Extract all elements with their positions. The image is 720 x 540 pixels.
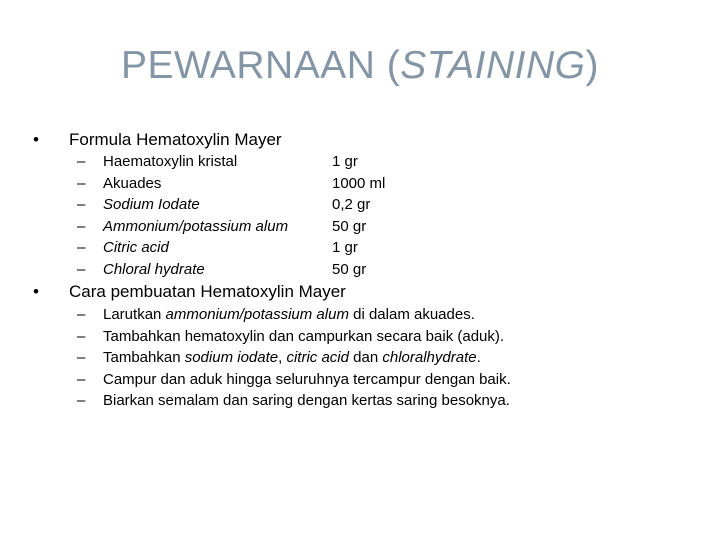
dash-icon: – (77, 306, 86, 323)
step-text: ammonium/potassium alum (165, 306, 349, 323)
section-heading-formula (33, 129, 282, 151)
ingredient-amount: 1 gr (332, 153, 358, 170)
section-heading-label: Formula Hematoxylin Mayer (69, 130, 282, 149)
ingredient-amount: 0,2 gr (332, 196, 371, 214)
step-text: di dalam akuades. (348, 306, 475, 323)
step-text: Tambahkan hematoxylin dan campurkan secara baik (aduk). (103, 327, 505, 345)
step-text: Larutkan (103, 306, 166, 323)
bullet-icon: • (33, 130, 39, 149)
ingredient-amount: 1 gr (332, 239, 358, 257)
bullet-icon: • (33, 282, 39, 301)
ingredient-amount: 50 gr (332, 261, 367, 278)
ingredient-name: Citric acid (103, 239, 169, 257)
title-close: ) (585, 44, 600, 87)
section-heading-method (33, 281, 346, 303)
dash-icon: – (77, 327, 86, 345)
method-step (103, 369, 511, 391)
method-step (103, 347, 481, 369)
dash-icon: – (77, 370, 86, 388)
ingredient-name: Ammonium/potassium alum (103, 217, 289, 235)
method-step (103, 304, 475, 326)
method-step (103, 326, 504, 348)
ingredient-amount: 1000 ml (332, 174, 386, 192)
slide-title (0, 44, 720, 88)
dash-icon: – (77, 174, 86, 192)
dash-icon: – (77, 239, 86, 257)
step-text: Campur dan aduk hingga seluruhnya tercampur dengan baik. (103, 370, 511, 388)
step-text: chloralhydrate (382, 349, 477, 367)
step-text: dan (348, 349, 383, 367)
ingredient-name: Chloral hydrate (103, 261, 205, 278)
title-italic: STAINING (400, 44, 586, 87)
step-text: , (278, 349, 287, 367)
step-text: Biarkan semalam dan saring dengan kertas saring besoknya. (103, 392, 510, 410)
ingredient-name: Haematoxylin kristal (103, 153, 238, 170)
ingredient-name: Akuades (103, 174, 162, 192)
dash-icon: – (77, 261, 86, 278)
title-main: PEWARNAAN ( (120, 44, 401, 87)
section-heading-label: Cara pembuatan Hematoxylin Mayer (69, 282, 346, 301)
dash-icon: – (77, 349, 86, 367)
dash-icon: – (77, 196, 86, 214)
ingredient-amount: 50 gr (332, 217, 367, 235)
step-text: Tambahkan (103, 349, 185, 367)
method-step (103, 390, 510, 412)
step-text: sodium iodate (184, 349, 279, 367)
step-text: . (476, 349, 481, 367)
dash-icon: – (77, 392, 86, 410)
ingredient-name: Sodium Iodate (103, 196, 200, 214)
step-text: citric acid (286, 349, 349, 367)
dash-icon: – (77, 217, 86, 235)
dash-icon: – (77, 153, 86, 170)
